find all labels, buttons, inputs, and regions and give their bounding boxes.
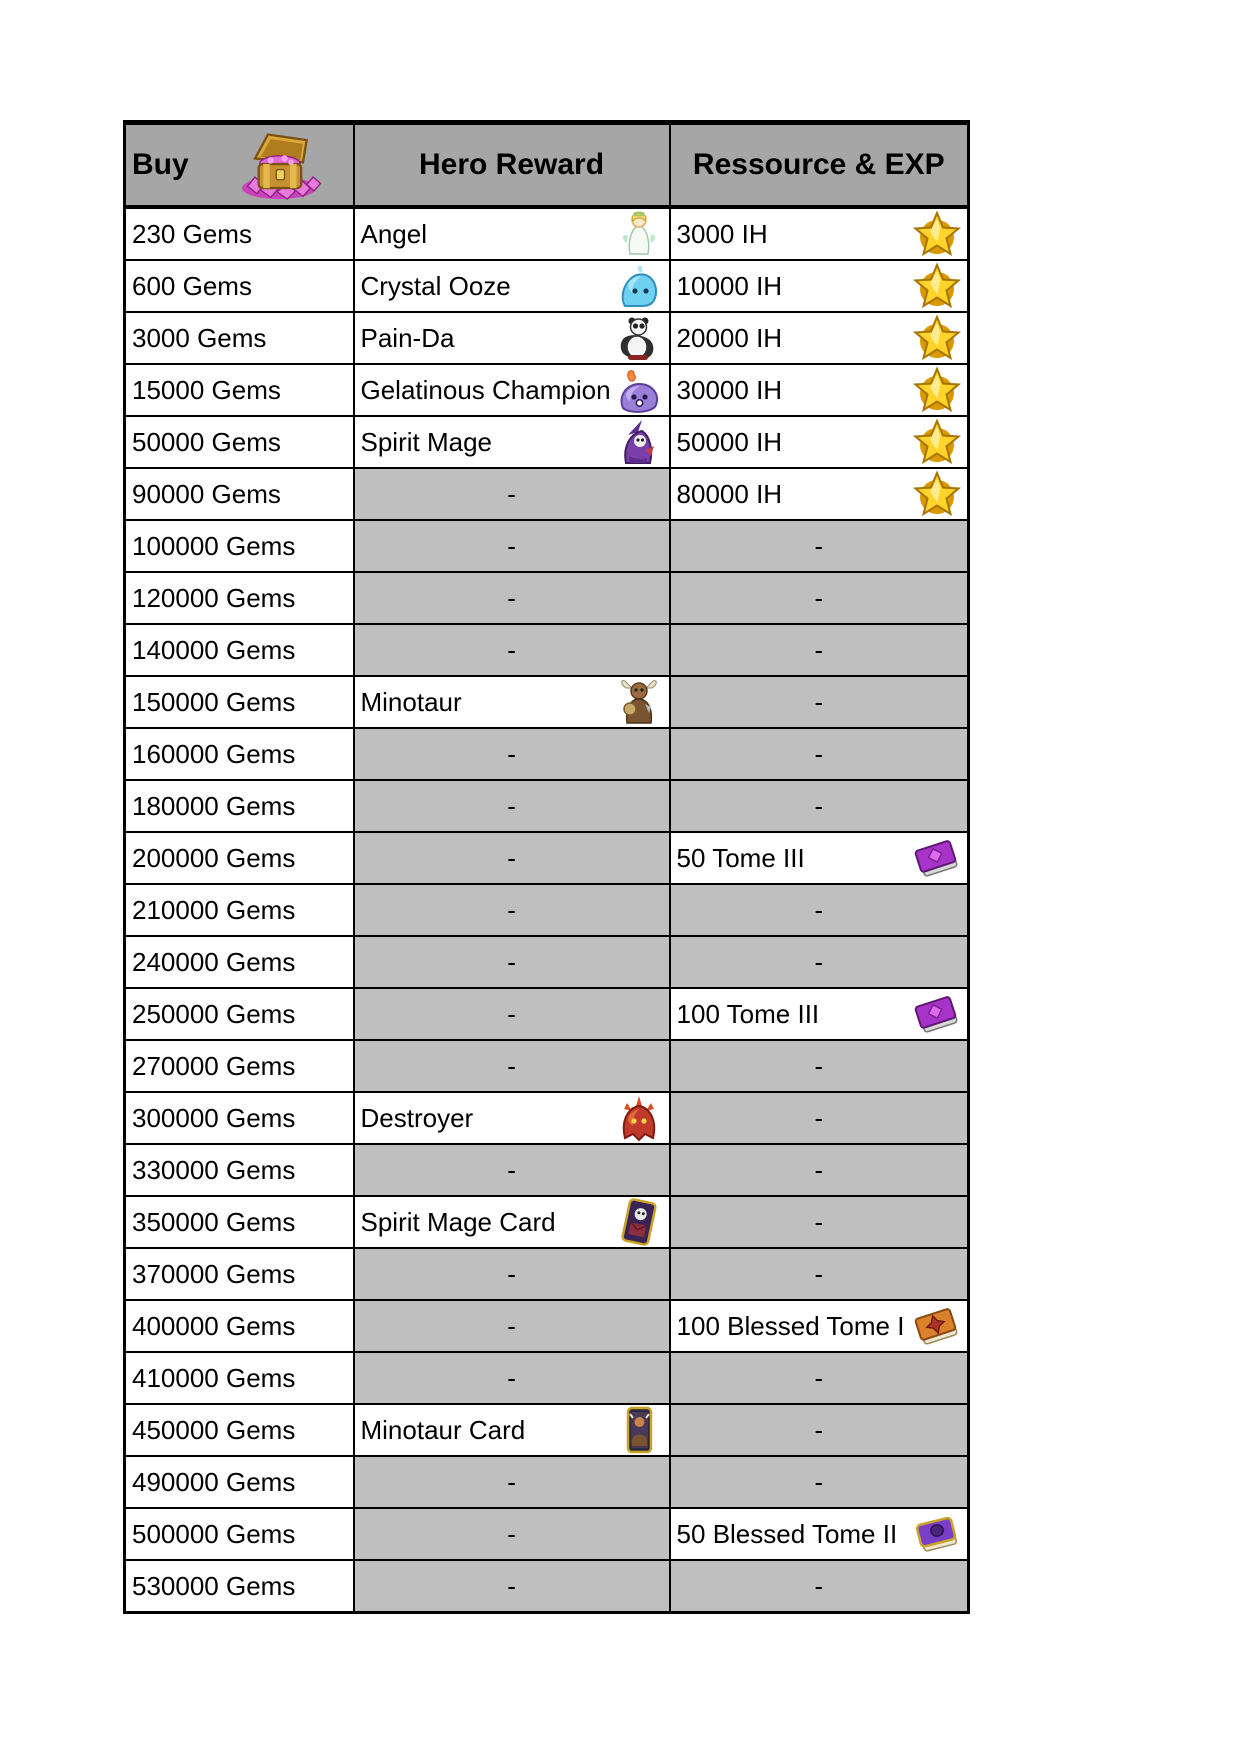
- resource-amount: -: [814, 1466, 824, 1497]
- resource-cell: [670, 1092, 969, 1144]
- table-row: [125, 624, 969, 676]
- resource-cell: [670, 260, 969, 312]
- hero-cell: [354, 1300, 670, 1352]
- resource-amount: 50 Blessed Tome II: [676, 1518, 898, 1549]
- hero-cell: [354, 1248, 670, 1300]
- resource-amount: 50 Tome III: [676, 842, 805, 873]
- resource-amount: -: [814, 1570, 824, 1601]
- resource-amount: 3000 IH: [676, 218, 768, 249]
- gems-cell: [125, 1040, 354, 1092]
- resource-cell: [670, 1144, 969, 1196]
- gems-cell: [125, 1144, 354, 1196]
- hero-cell: [354, 832, 670, 884]
- resource-cell: [670, 728, 969, 780]
- buy-header-label: Buy: [132, 148, 189, 181]
- gems-cell: [125, 260, 354, 312]
- gems-cell: [125, 832, 354, 884]
- star-icon: [913, 210, 961, 258]
- resource-cell: [670, 1560, 969, 1613]
- resource-cell: [670, 468, 969, 520]
- table-row: [125, 832, 969, 884]
- hero-cell: [354, 1456, 670, 1508]
- table-row: [125, 936, 969, 988]
- hero-cell: [354, 884, 670, 936]
- gems-cell: [125, 207, 354, 260]
- hero-name: Spirit Mage Card: [360, 1206, 556, 1237]
- resource-cell: [670, 832, 969, 884]
- resource-cell: [670, 1040, 969, 1092]
- hero-cell: [354, 416, 670, 468]
- star-icon: [913, 262, 961, 310]
- hero-name: -: [507, 1050, 516, 1081]
- gems-amount: 400000 Gems: [132, 1310, 296, 1341]
- gems-amount: 150000 Gems: [132, 686, 296, 717]
- resource-amount: -: [814, 1050, 824, 1081]
- hero-name: Pain-Da: [360, 322, 455, 353]
- hero-cell: [354, 624, 670, 676]
- table-row: [125, 1092, 969, 1144]
- gems-amount: 90000 Gems: [132, 478, 281, 509]
- resource-amount: -: [814, 790, 824, 821]
- gems-cell: [125, 1300, 354, 1352]
- blessed-tome-i-icon: [913, 1302, 961, 1350]
- resource-amount: -: [814, 1206, 824, 1237]
- table-row: [125, 1040, 969, 1092]
- hero-name: -: [507, 894, 516, 925]
- gems-amount: 15000 Gems: [132, 374, 281, 405]
- resource-amount: 100 Tome III: [676, 998, 820, 1029]
- table-row: [125, 780, 969, 832]
- gems-amount: 450000 Gems: [132, 1414, 296, 1445]
- hero-cell: [354, 468, 670, 520]
- gems-cell: [125, 884, 354, 936]
- crystal-ooze-icon: [615, 262, 663, 310]
- table-row: [125, 1196, 969, 1248]
- hero-cell: [354, 1144, 670, 1196]
- table-row: [125, 572, 969, 624]
- hero-cell: [354, 207, 670, 260]
- table-row: [125, 884, 969, 936]
- hero-name: -: [507, 1518, 516, 1549]
- gems-amount: 120000 Gems: [132, 582, 296, 613]
- gems-amount: 330000 Gems: [132, 1154, 296, 1185]
- hero-name: -: [507, 738, 516, 769]
- hero-name: Gelatinous Champion: [360, 374, 611, 405]
- hero-cell: [354, 1092, 670, 1144]
- spirit-mage-card-icon: [615, 1198, 663, 1246]
- hero-reward-header-cell: Hero Reward: [354, 123, 670, 208]
- gems-amount: 180000 Gems: [132, 790, 296, 821]
- gems-cell: [125, 520, 354, 572]
- table-row: [125, 1300, 969, 1352]
- tome-iii-icon: [913, 834, 961, 882]
- gems-cell: [125, 416, 354, 468]
- gems-amount: 50000 Gems: [132, 426, 281, 457]
- resource-amount: 20000 IH: [676, 322, 783, 353]
- gems-cell: [125, 1196, 354, 1248]
- hero-name: -: [507, 1570, 516, 1601]
- resource-amount: -: [814, 1102, 824, 1133]
- gems-cell: [125, 676, 354, 728]
- resource-cell: [670, 884, 969, 936]
- gems-cell: [125, 988, 354, 1040]
- hero-cell: [354, 1508, 670, 1560]
- hero-name: -: [507, 842, 516, 873]
- gems-cell: [125, 728, 354, 780]
- gems-amount: 250000 Gems: [132, 998, 296, 1029]
- resource-cell: [670, 1352, 969, 1404]
- resource-cell: [670, 416, 969, 468]
- angel-icon: [615, 210, 663, 258]
- resource-amount: 50000 IH: [676, 426, 783, 457]
- resource-cell: [670, 780, 969, 832]
- table-row: [125, 468, 969, 520]
- resource-amount: -: [814, 894, 824, 925]
- resource-amount: -: [814, 946, 824, 977]
- hero-name: -: [507, 478, 516, 509]
- table-row: [125, 416, 969, 468]
- resource-cell: [670, 988, 969, 1040]
- gems-cell: [125, 936, 354, 988]
- hero-name: -: [507, 582, 516, 613]
- hero-cell: [354, 572, 670, 624]
- tome-iii-icon: [913, 990, 961, 1038]
- gems-cell: [125, 1456, 354, 1508]
- table-row: [125, 207, 969, 260]
- hero-cell: [354, 312, 670, 364]
- resource-cell: [670, 364, 969, 416]
- gems-cell: [125, 1508, 354, 1560]
- table-row: [125, 1404, 969, 1456]
- star-icon: [913, 470, 961, 518]
- resource-amount: -: [814, 1154, 824, 1185]
- resource-amount: -: [814, 686, 824, 717]
- star-icon: [913, 366, 961, 414]
- hero-name: -: [507, 1154, 516, 1185]
- pain-da-icon: [615, 314, 663, 362]
- hero-name: Spirit Mage: [360, 426, 492, 457]
- hero-cell: [354, 1404, 670, 1456]
- resource-header-cell: Ressource & EXP: [670, 123, 969, 208]
- table-row: [125, 988, 969, 1040]
- hero-name: Crystal Ooze: [360, 270, 511, 301]
- resource-cell: [670, 676, 969, 728]
- hero-cell: [354, 1560, 670, 1613]
- table-row: [125, 1456, 969, 1508]
- gems-cell: [125, 572, 354, 624]
- gems-cell: [125, 1248, 354, 1300]
- hero-cell: [354, 936, 670, 988]
- table-row: [125, 364, 969, 416]
- gems-amount: 200000 Gems: [132, 842, 296, 873]
- resource-amount: 10000 IH: [676, 270, 783, 301]
- hero-cell: [354, 988, 670, 1040]
- gems-amount: 210000 Gems: [132, 894, 296, 925]
- gems-amount: 490000 Gems: [132, 1466, 296, 1497]
- gems-cell: [125, 780, 354, 832]
- gems-amount: 410000 Gems: [132, 1362, 296, 1393]
- resource-cell: [670, 1404, 969, 1456]
- resource-cell: [670, 520, 969, 572]
- hero-name: -: [507, 1258, 516, 1289]
- star-icon: [913, 314, 961, 362]
- buy-header-cell: [125, 123, 354, 208]
- table-row: [125, 676, 969, 728]
- resource-cell: [670, 1196, 969, 1248]
- gems-amount: 240000 Gems: [132, 946, 296, 977]
- gems-cell: [125, 468, 354, 520]
- hero-name: -: [507, 1466, 516, 1497]
- table-row: [125, 1352, 969, 1404]
- resource-amount: -: [814, 582, 824, 613]
- hero-name: Angel: [360, 218, 427, 249]
- hero-name: -: [507, 998, 516, 1029]
- gems-amount: 350000 Gems: [132, 1206, 296, 1237]
- hero-name: -: [507, 946, 516, 977]
- hero-cell: [354, 364, 670, 416]
- minotaur-card-icon: [615, 1406, 663, 1454]
- hero-name: Destroyer: [360, 1102, 474, 1133]
- destroyer-icon: [615, 1094, 663, 1142]
- gems-cell: [125, 1352, 354, 1404]
- resource-cell: [670, 1300, 969, 1352]
- gems-amount: 3000 Gems: [132, 322, 267, 353]
- resource-cell: [670, 312, 969, 364]
- resource-cell: [670, 624, 969, 676]
- gems-amount: 500000 Gems: [132, 1518, 296, 1549]
- gems-cell: [125, 312, 354, 364]
- header-row: [125, 123, 969, 208]
- resource-cell: [670, 207, 969, 260]
- gems-amount: 160000 Gems: [132, 738, 296, 769]
- table-row: [125, 312, 969, 364]
- gems-amount: 100000 Gems: [132, 530, 296, 561]
- table-body: [125, 207, 969, 1613]
- resource-amount: -: [814, 1414, 824, 1445]
- resource-cell: [670, 936, 969, 988]
- resource-amount: 30000 IH: [676, 374, 783, 405]
- hero-name: -: [507, 1362, 516, 1393]
- gems-cell: [125, 624, 354, 676]
- resource-amount: -: [814, 1362, 824, 1393]
- gems-amount: 600 Gems: [132, 270, 252, 301]
- hero-name: Minotaur: [360, 686, 462, 717]
- minotaur-icon: [615, 678, 663, 726]
- resource-amount: -: [814, 634, 824, 665]
- gems-cell: [125, 1092, 354, 1144]
- table-row: [125, 260, 969, 312]
- hero-cell: [354, 1352, 670, 1404]
- resource-cell: [670, 572, 969, 624]
- treasure-chest-icon: [231, 129, 327, 201]
- hero-cell: [354, 728, 670, 780]
- gems-cell: [125, 1560, 354, 1613]
- resource-amount: -: [814, 530, 824, 561]
- blessed-tome-ii-icon: [913, 1510, 961, 1558]
- gems-amount: 530000 Gems: [132, 1570, 296, 1601]
- resource-amount: 100 Blessed Tome I: [676, 1310, 905, 1341]
- gems-cell: [125, 364, 354, 416]
- table-row: [125, 1144, 969, 1196]
- rewards-table: [123, 120, 970, 1614]
- hero-name: -: [507, 634, 516, 665]
- hero-cell: [354, 520, 670, 572]
- table-row: [125, 728, 969, 780]
- hero-name: -: [507, 530, 516, 561]
- hero-cell: [354, 1196, 670, 1248]
- hero-cell: [354, 260, 670, 312]
- spirit-mage-icon: [615, 418, 663, 466]
- gelatinous-champion-icon: [615, 366, 663, 414]
- resource-cell: [670, 1248, 969, 1300]
- star-icon: [913, 418, 961, 466]
- hero-name: Minotaur Card: [360, 1414, 526, 1445]
- table-row: [125, 520, 969, 572]
- table-row: [125, 1560, 969, 1613]
- hero-cell: [354, 780, 670, 832]
- gems-cell: [125, 1404, 354, 1456]
- gems-amount: 370000 Gems: [132, 1258, 296, 1289]
- resource-amount: 80000 IH: [676, 478, 783, 509]
- resource-amount: -: [814, 1258, 824, 1289]
- resource-cell: [670, 1456, 969, 1508]
- resource-amount: -: [814, 738, 824, 769]
- gems-amount: 270000 Gems: [132, 1050, 296, 1081]
- gems-amount: 300000 Gems: [132, 1102, 296, 1133]
- hero-name: -: [507, 790, 516, 821]
- resource-cell: [670, 1508, 969, 1560]
- hero-cell: [354, 676, 670, 728]
- table-row: [125, 1508, 969, 1560]
- hero-name: -: [507, 1310, 516, 1341]
- hero-cell: [354, 1040, 670, 1092]
- table-row: [125, 1248, 969, 1300]
- gems-amount: 140000 Gems: [132, 634, 296, 665]
- gems-amount: 230 Gems: [132, 218, 252, 249]
